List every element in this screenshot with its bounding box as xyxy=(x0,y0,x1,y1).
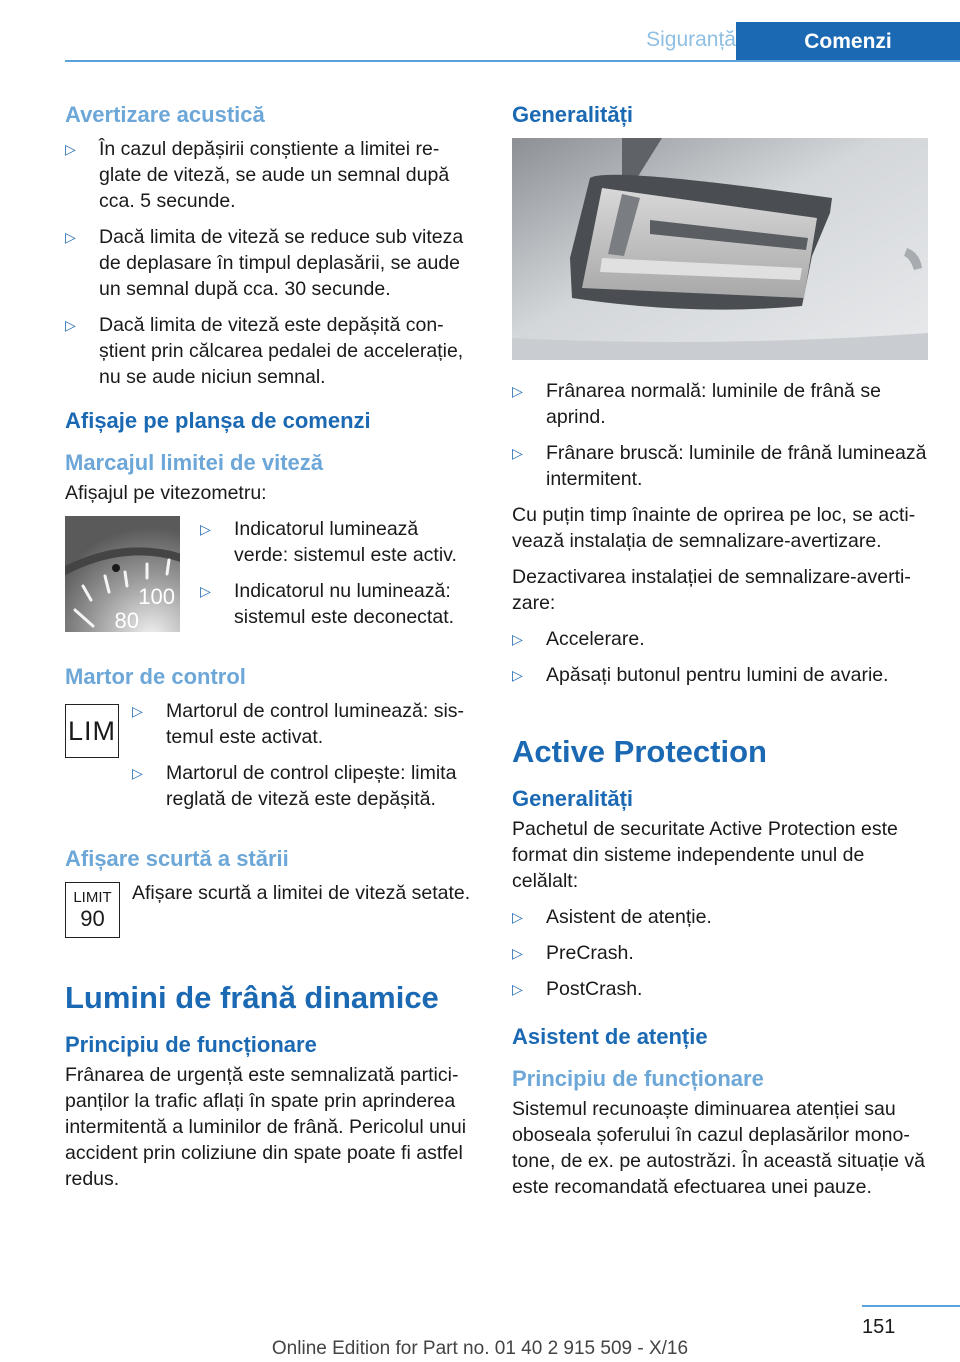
status-display-row xyxy=(65,880,475,938)
triangle-bullet-icon: ▷ xyxy=(512,631,523,647)
status-display-text: Afișare scurtă a limitei de viteză setate. xyxy=(132,882,471,904)
triangle-bullet-icon: ▷ xyxy=(65,317,76,333)
chapter-tab: Comenzi xyxy=(736,22,960,62)
general-heading: Generalități xyxy=(512,102,634,127)
speedometer-image xyxy=(65,516,180,632)
list-item: ▷ Indicatorul luminează verde: sistemul este activ. xyxy=(200,518,457,566)
principle-text: Frânarea de urgență este semnalizată partici‐panților la trafic aflați în spate prin aprinderea intermitentă a luminilor de frână. Pericolul unui accident prin coliziune din spate poate fi astfel redus. xyxy=(65,1064,467,1190)
control-lamp-row xyxy=(65,698,475,822)
footer-divider xyxy=(862,1305,960,1307)
attention-principle-heading: Principiu de funcționare xyxy=(512,1066,764,1091)
list-item: ▷ PostCrash. xyxy=(512,978,643,1000)
list-item: ▷ Dacă limita de viteză este depășită con‐ știent prin călcarea pedalei de accelerație, nu se aude niciun semnal. xyxy=(65,314,464,388)
triangle-bullet-icon: ▷ xyxy=(200,583,211,599)
control-lamp-heading: Martor de control xyxy=(65,664,246,689)
page-header xyxy=(65,22,960,62)
list-item: ▷ PreCrash. xyxy=(512,942,634,964)
speed-mark-heading: Marcajul limitei de viteză xyxy=(65,450,323,475)
speed-mark-intro: Afișajul pe vitezometru: xyxy=(65,482,267,504)
list-item: ▷ Accelerare. xyxy=(512,628,645,650)
section-tab: Siguranță xyxy=(646,28,736,51)
attention-text: Sistemul recunoaște diminuarea atenției sau oboseala șoferului în cazul deplasărilor mono‐tone, de ex. pe autostrăzi. În această situație vă este recomandată efectuarea unei pauze. xyxy=(512,1098,926,1198)
triangle-bullet-icon: ▷ xyxy=(65,229,76,245)
triangle-bullet-icon: ▷ xyxy=(65,141,76,157)
triangle-bullet-icon: ▷ xyxy=(200,521,211,537)
active-protection-heading: Active Protection xyxy=(512,734,767,769)
list-item: ▷ Dacă limita de viteză se reduce sub viteza de deplasare în timpul deplasării, se aude un semnal după cca. 30 secunde. xyxy=(65,226,464,300)
dynamic-brake-lights-heading: Lumini de frână dinamice xyxy=(65,980,439,1015)
lim-indicator-icon: LIM xyxy=(65,704,119,758)
list-item: ▷ Indicatorul nu luminează: sistemul este deconectat. xyxy=(200,580,455,628)
triangle-bullet-icon: ▷ xyxy=(512,981,523,997)
brake-light-list xyxy=(512,378,928,492)
triangle-bullet-icon: ▷ xyxy=(132,765,143,781)
hazard-text: Cu puțin timp înainte de oprirea pe loc, se acti‐vează instalația de semnalizare-avertizare. xyxy=(512,504,916,552)
list-item: ▷ Martorul de control clipește: limita reglată de viteză este depășită. xyxy=(132,762,457,810)
edition-text: Online Edition for Part no. 01 40 2 915 509 - X/16 xyxy=(271,1338,689,1359)
speedo-label-80: 80 xyxy=(114,608,139,632)
triangle-bullet-icon: ▷ xyxy=(512,383,523,399)
acoustic-warning-heading: Avertizare acustică xyxy=(65,102,265,127)
right-column xyxy=(512,100,928,1210)
triangle-bullet-icon: ▷ xyxy=(512,909,523,925)
triangle-bullet-icon: ▷ xyxy=(512,945,523,961)
ap-systems-list xyxy=(512,904,928,1002)
tail-light-image xyxy=(512,138,928,360)
limit-sign-icon: LIMIT 90 xyxy=(65,882,120,938)
speedometer-row xyxy=(65,516,475,640)
list-item: ▷ Martorul de control luminează: sis‐temul este activat. xyxy=(132,700,465,748)
list-item: ▷ Apăsați butonul pentru lumini de avarie. xyxy=(512,664,889,686)
list-item: ▷ Frânarea normală: luminile de frână se aprind. xyxy=(512,380,881,428)
triangle-bullet-icon: ▷ xyxy=(512,667,523,683)
deactivate-list xyxy=(512,626,928,688)
ap-text: Pachetul de securitate Active Protection este format din sisteme independente unul de celălalt: xyxy=(512,818,898,892)
triangle-bullet-icon: ▷ xyxy=(132,703,143,719)
deactivate-text: Dezactivarea instalației de semnalizare-averti‐zare: xyxy=(512,566,911,614)
left-column xyxy=(65,100,475,1202)
ap-general-heading: Generalități xyxy=(512,786,634,811)
list-item: ▷ Asistent de atenție. xyxy=(512,906,712,928)
list-item: ▷ În cazul depășirii conștiente a limitei re‐glate de viteză, se aude un semnal după cca. 5 secunde. xyxy=(65,138,450,212)
list-item: ▷ Frânare bruscă: luminile de frână luminează intermitent. xyxy=(512,442,927,490)
speed-mark-list xyxy=(200,516,475,640)
acoustic-warning-list xyxy=(65,136,475,390)
status-display-heading: Afișare scurtă a stării xyxy=(65,846,289,871)
principle-heading: Principiu de funcționare xyxy=(65,1032,317,1057)
control-lamp-list xyxy=(132,698,475,822)
displays-heading: Afișaje pe planșa de comenzi xyxy=(65,408,371,433)
header-divider xyxy=(65,60,960,62)
triangle-bullet-icon: ▷ xyxy=(512,445,523,461)
page-number: 151 xyxy=(862,1316,896,1338)
attention-assistant-heading: Asistent de atenție xyxy=(512,1024,708,1049)
speedo-label-100: 100 xyxy=(138,584,175,609)
